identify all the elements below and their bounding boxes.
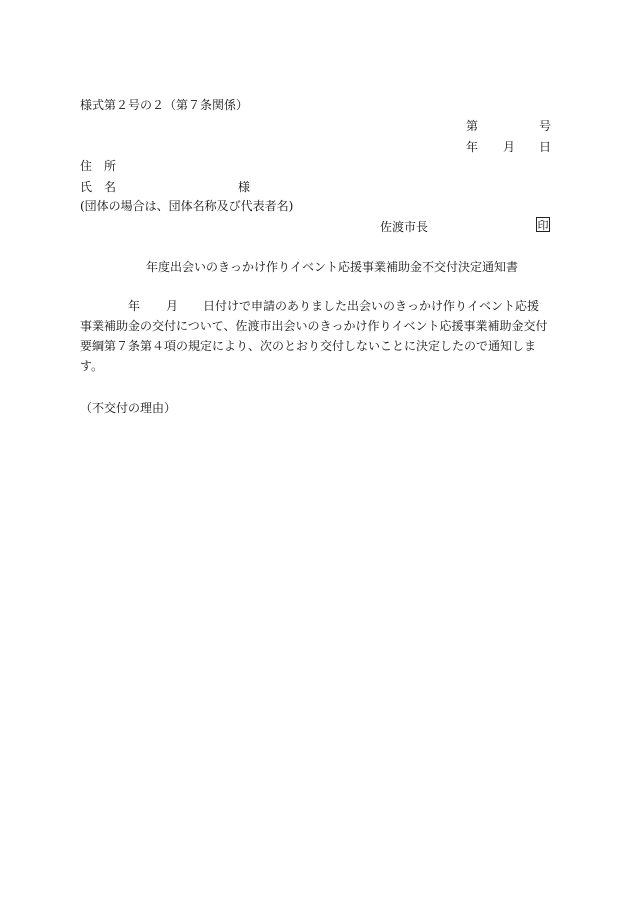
body-text-line-2: 事業補助金の交付について、佐渡市出会いのきっかけ作りイベント応援事業補助金交付 — [80, 319, 548, 333]
organization-note: (団体の場合は、団体名称及び代表者名) — [80, 199, 294, 213]
reason-heading: （不交付の理由） — [80, 401, 177, 415]
sender-title: 佐渡市長 — [380, 220, 429, 234]
date-day-label: 日 — [539, 140, 552, 154]
body-month-label: 月 — [166, 299, 179, 313]
body-text-line-3: 要綱第７条第４項の規定により、次のとおり交付しないことに決定したので通知しま — [80, 339, 537, 353]
name-label: 氏 名 — [80, 180, 117, 194]
form-reference: 様式第２号の２（第７条関係） — [80, 98, 249, 112]
honorific: 様 — [238, 180, 251, 194]
date-month-label: 月 — [503, 140, 516, 154]
document-title: 年度出会いのきっかけ作りイベント応援事業補助金不交付決定通知書 — [146, 260, 519, 274]
address-label: 住 所 — [80, 159, 117, 173]
seal-mark: 印 — [537, 219, 549, 232]
date-year-label: 年 — [466, 140, 479, 154]
body-year-label: 年 — [128, 299, 141, 313]
issue-number-prefix: 第 — [466, 119, 479, 133]
issue-number-suffix: 号 — [539, 119, 552, 133]
body-text-line-4: す。 — [80, 359, 104, 373]
body-text-line-1: 日付けで申請のありました出会いのきっかけ作りイベント応援 — [203, 299, 540, 313]
